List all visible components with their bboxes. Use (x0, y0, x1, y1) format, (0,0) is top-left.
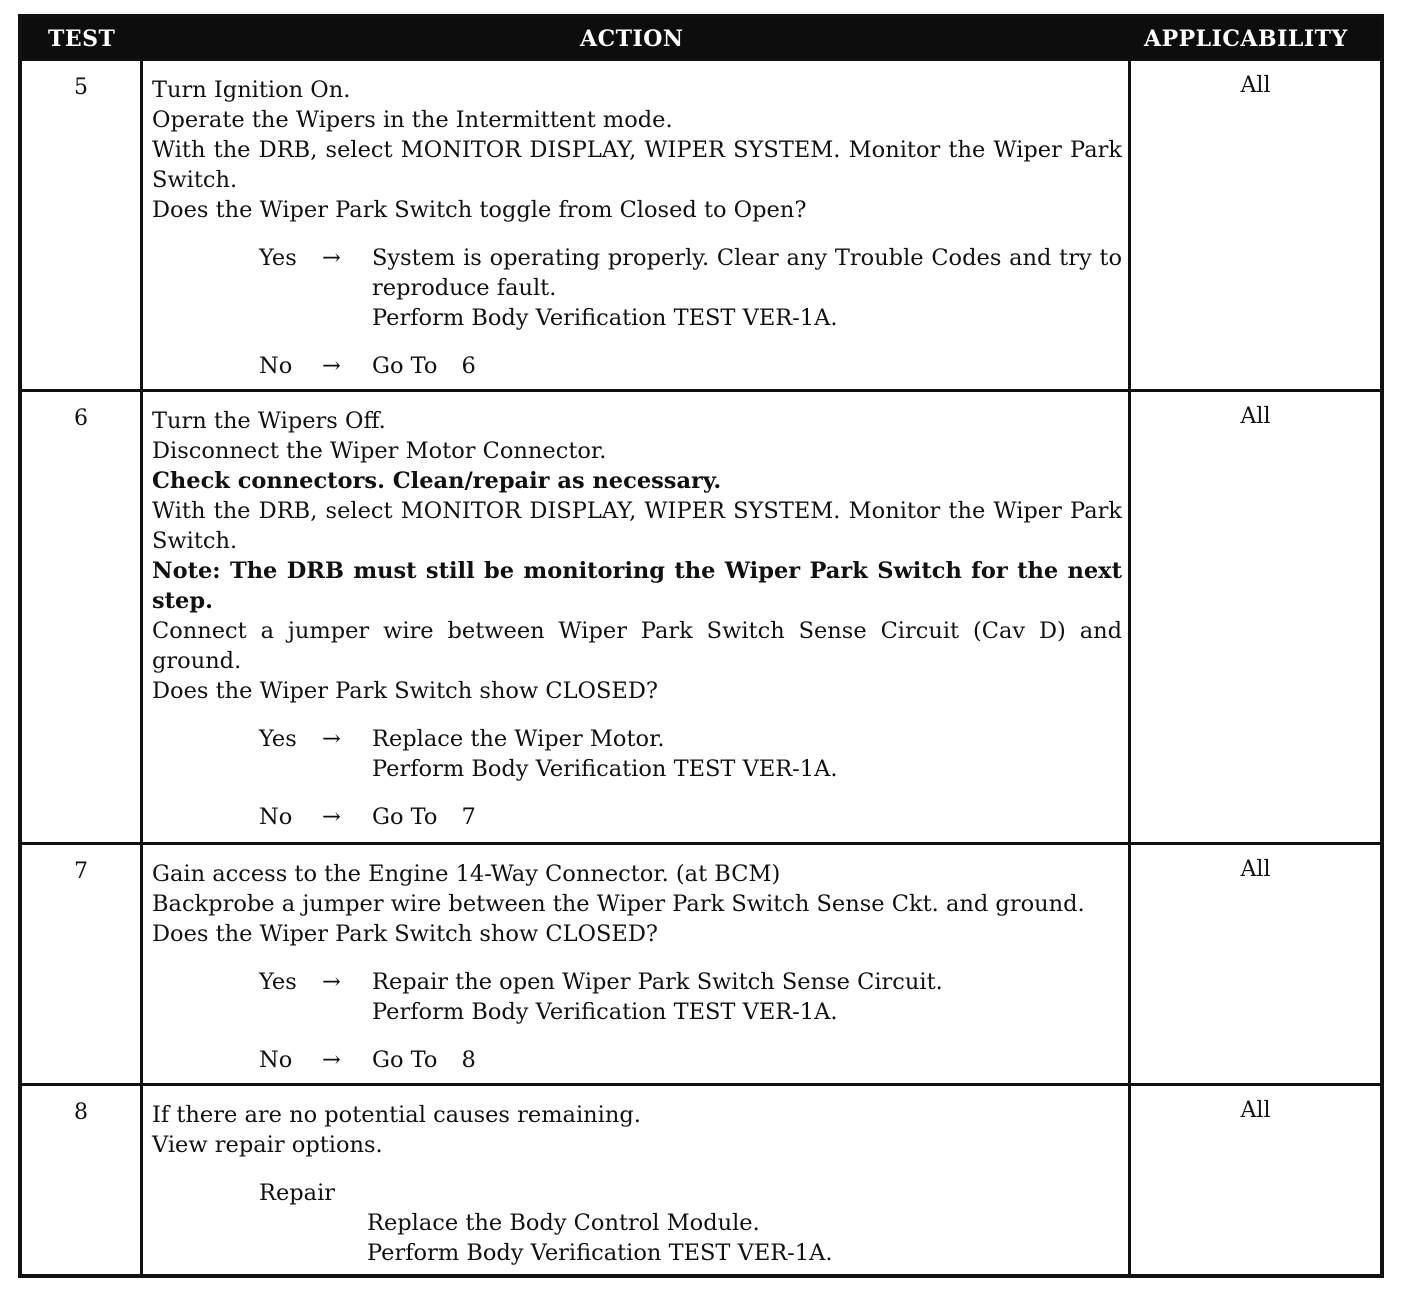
arrow-icon: → (322, 245, 341, 271)
column-divider (140, 1086, 143, 1274)
action-line: If there are no potential causes remaining. (152, 1102, 641, 1128)
goto-test-number: 6 (461, 353, 476, 379)
action-line: Does the Wiper Park Switch show CLOSED? (152, 921, 658, 947)
yes-answer (152, 967, 1122, 997)
arrow-icon: → (322, 726, 341, 752)
action-line: With the DRB, select MONITOR DISPLAY, WIPER SYSTEM. Monitor the Wiper Park Switch. (152, 498, 1122, 554)
column-divider (140, 392, 143, 844)
header-applicability: APPLICABILITY (1144, 26, 1348, 52)
no-answer (152, 1045, 1122, 1075)
column-divider (1128, 392, 1131, 844)
yes-result-2: Perform Body Verification TEST VER-1A. (372, 756, 838, 782)
yes-result: System is operating properly. Clear any Trouble Codes and try to reproduce fault. (372, 245, 1122, 301)
table-header (22, 18, 1380, 58)
no-label: No (259, 804, 293, 830)
yes-result: Repair the open Wiper Park Switch Sense Circuit. (372, 969, 943, 995)
test-number: 8 (74, 1100, 88, 1125)
applicability-value: All (1240, 857, 1271, 882)
test-row-5 (22, 58, 1380, 391)
yes-answer (152, 724, 1122, 754)
arrow-icon: → (322, 1047, 341, 1073)
column-divider (1128, 61, 1131, 391)
yes-answer-cont (152, 997, 1122, 1027)
repair-line: Replace the Body Control Module. (367, 1210, 760, 1236)
action-line: Backprobe a jumper wire between the Wiper Park Switch Sense Ckt. and ground. (152, 891, 1085, 917)
action-line: Does the Wiper Park Switch show CLOSED? (152, 678, 658, 704)
test-row-7 (22, 842, 1380, 1085)
repair-line: Perform Body Verification TEST VER-1A. (367, 1240, 833, 1266)
header-action: ACTION (580, 26, 684, 52)
test-row-6 (22, 389, 1380, 844)
action-note: Note: The DRB must still be monitoring the Wiper Park Switch for the next step. (152, 558, 1122, 614)
test-number: 5 (74, 75, 88, 100)
action-line: With the DRB, select MONITOR DISPLAY, WIPER SYSTEM. Monitor the Wiper Park Switch. (152, 137, 1122, 193)
action-line: Connect a jumper wire between Wiper Park Switch Sense Circuit (Cav D) and ground. (152, 618, 1122, 674)
yes-result-2: Perform Body Verification TEST VER-1A. (372, 305, 838, 331)
goto-label: Go To (372, 353, 438, 379)
action-cell (152, 75, 1122, 381)
action-line: Turn the Wipers Off. (152, 408, 386, 434)
header-test: TEST (48, 26, 116, 52)
action-cell (152, 406, 1122, 832)
goto-label: Go To (372, 1047, 438, 1073)
repair-label: Repair (259, 1180, 336, 1206)
test-number: 7 (74, 859, 88, 884)
no-answer (152, 351, 1122, 381)
yes-answer-cont (152, 754, 1122, 784)
no-label: No (259, 353, 293, 379)
action-line: Operate the Wipers in the Intermittent mode. (152, 107, 673, 133)
test-number: 6 (74, 406, 88, 431)
arrow-icon: → (322, 353, 341, 379)
no-label: No (259, 1047, 293, 1073)
action-line: View repair options. (152, 1132, 383, 1158)
arrow-icon: → (322, 804, 341, 830)
arrow-icon: → (322, 969, 341, 995)
goto-label: Go To (372, 804, 438, 830)
action-line: Gain access to the Engine 14-Way Connector. (at BCM) (152, 861, 781, 887)
yes-label: Yes (259, 726, 297, 752)
action-line: Disconnect the Wiper Motor Connector. (152, 438, 607, 464)
action-cell (152, 1100, 1122, 1268)
action-line-bold: Check connectors. Clean/repair as necessary. (152, 468, 722, 494)
applicability-value: All (1240, 73, 1271, 98)
yes-result-2: Perform Body Verification TEST VER-1A. (372, 999, 838, 1025)
action-line: Does the Wiper Park Switch toggle from Closed to Open? (152, 197, 807, 223)
action-cell (152, 859, 1122, 1075)
goto-test-number: 8 (461, 1047, 476, 1073)
column-divider (140, 845, 143, 1085)
yes-label: Yes (259, 245, 297, 271)
no-answer (152, 802, 1122, 832)
yes-result: Replace the Wiper Motor. (372, 726, 665, 752)
column-divider (140, 61, 143, 391)
diagnostic-table (18, 14, 1384, 1278)
applicability-value: All (1240, 404, 1271, 429)
action-line: Turn Ignition On. (152, 77, 351, 103)
yes-answer-cont (152, 303, 1122, 333)
applicability-value: All (1240, 1098, 1271, 1123)
goto-test-number: 7 (461, 804, 476, 830)
test-row-8 (22, 1083, 1380, 1274)
yes-label: Yes (259, 969, 297, 995)
yes-answer (152, 243, 1122, 303)
